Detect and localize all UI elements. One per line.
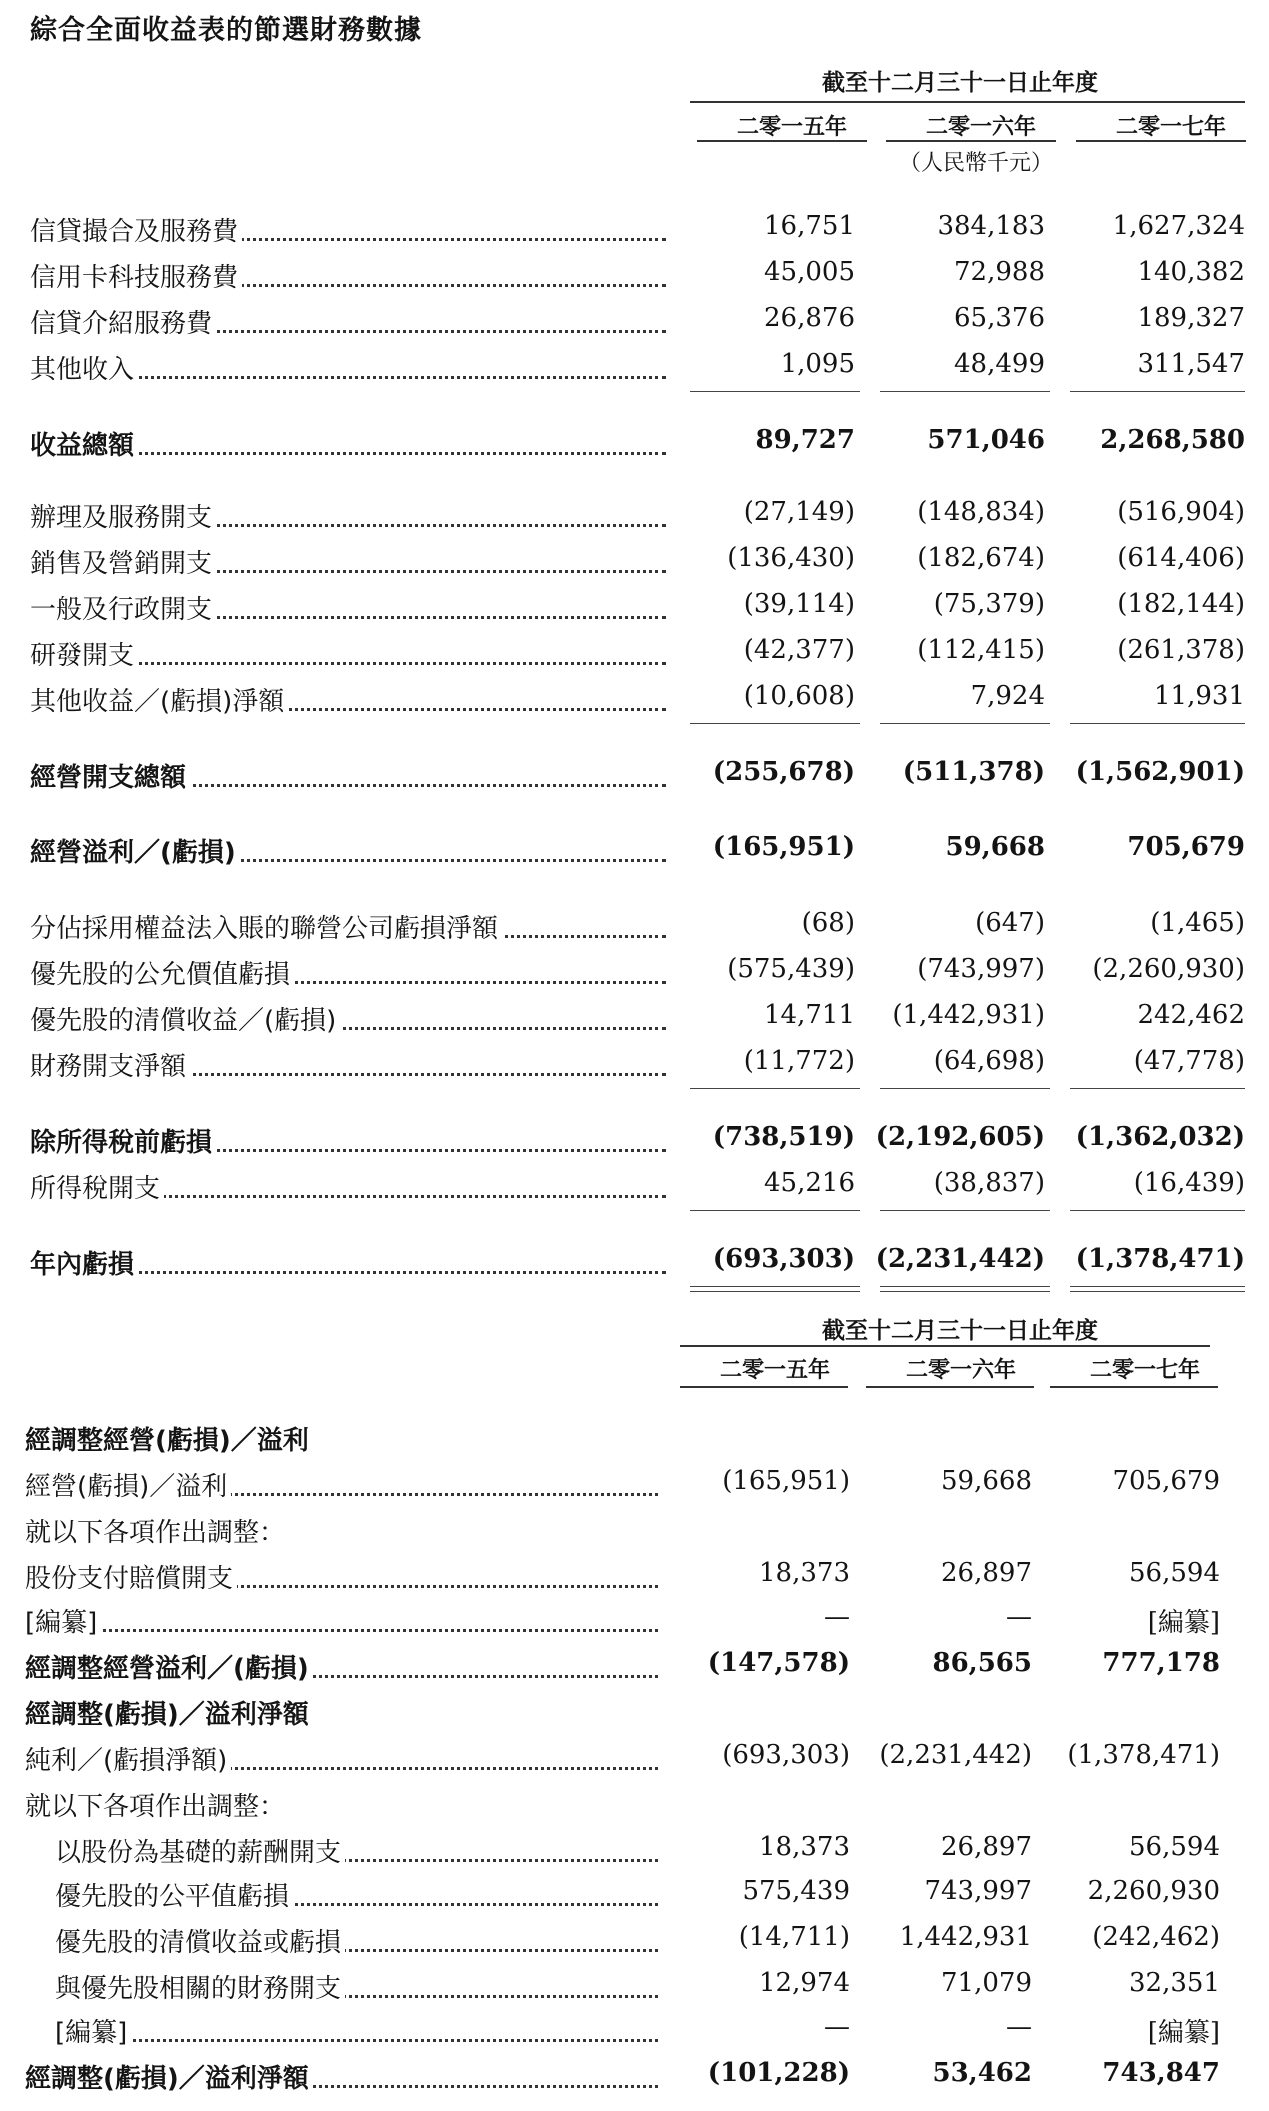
table2-cell-2017: 2,260,930 <box>1087 1876 1220 1906</box>
table1-cell-2017: 140,382 <box>1137 257 1245 287</box>
table1-cell-2017: 1,627,324 <box>1112 211 1245 241</box>
table1-cell-2015: (27,149) <box>743 497 855 527</box>
table2-row-label-text: 股份支付賠償開支 <box>25 1564 237 1594</box>
table1-row-label-text: 財務開支淨額 <box>30 1052 190 1082</box>
table2-cell-2017: 777,178 <box>1102 1648 1220 1678</box>
table1-row <box>0 681 1269 721</box>
table1-row-label <box>30 1244 666 1281</box>
table1-col-2017: 二零一七年 <box>1115 115 1226 140</box>
table2-cell-2015: (147,578) <box>707 1648 850 1678</box>
table1-cell-2017: (1,465) <box>1150 908 1245 938</box>
table1-total-rule <box>880 1291 1050 1292</box>
table2-row-label-text: [編纂] <box>25 1608 101 1638</box>
table1-cell-2015: (136,430) <box>727 543 855 573</box>
table1-row-label-text: 信貸撮合及服務費 <box>30 217 242 247</box>
table2-cell-2016: 26,897 <box>941 1558 1032 1588</box>
table1-cell-2015: 89,727 <box>755 425 855 455</box>
table1-row <box>0 257 1269 297</box>
table1-total-rule <box>690 1286 860 1287</box>
table2-row-label <box>25 2058 658 2095</box>
table2-cell-2017: 56,594 <box>1129 1832 1220 1862</box>
table2-cell-2015: 18,373 <box>759 1832 850 1862</box>
table2-row-label-text: 經調整(虧損)／溢利淨額 <box>25 2064 313 2094</box>
table1-cell-2015: 45,216 <box>764 1168 855 1198</box>
table1-row-label-text: 收益總額 <box>30 431 138 461</box>
table1-row-label <box>30 257 666 294</box>
table2-cell-2015: — <box>824 2012 850 2042</box>
table1-row-label <box>30 425 666 462</box>
table1-cell-2017: 2,268,580 <box>1100 425 1245 455</box>
table2-row-label <box>25 1740 658 1777</box>
table1-row-label-text: 所得稅開支 <box>30 1174 164 1204</box>
table1-total-rule <box>1070 391 1245 392</box>
table1-total-rule <box>880 1286 1050 1287</box>
table1-row <box>0 954 1269 994</box>
table1-row-label <box>30 211 666 248</box>
table2-row-label <box>55 1922 658 1959</box>
table1-row <box>0 832 1269 872</box>
table1-total-rule <box>690 723 860 724</box>
table1-total-rule <box>880 1210 1050 1211</box>
table1-row-label-text: 銷售及營銷開支 <box>30 549 216 579</box>
table1-cell-2017: (16,439) <box>1133 1168 1245 1198</box>
table2-row <box>0 1694 1269 1734</box>
table2-row-label <box>25 1420 658 1457</box>
table1-row <box>0 908 1269 948</box>
table1-row <box>0 1244 1269 1284</box>
table1-row <box>0 589 1269 629</box>
table1-row-label <box>30 757 666 794</box>
table1-row-label-text: 優先股的公允價值虧損 <box>30 960 294 990</box>
table2-cell-2017: 743,847 <box>1102 2058 1220 2088</box>
table2-row-label-text: 優先股的清償收益或虧損 <box>55 1928 345 1958</box>
table2-cell-2017: [編纂] <box>1147 1608 1220 1638</box>
table1-cell-2016: 48,499 <box>954 349 1045 379</box>
table2-row-label <box>55 1832 658 1869</box>
table1-row-label <box>30 497 666 534</box>
table1-row-label <box>30 832 666 869</box>
table1-cell-2016: (182,674) <box>917 543 1045 573</box>
table2-row <box>0 1558 1269 1598</box>
table1-row-label-text: 除所得稅前虧損 <box>30 1128 216 1158</box>
table1-row-label <box>30 681 666 718</box>
table1-row <box>0 757 1269 797</box>
table2-row-leader-dots <box>25 1629 658 1632</box>
table2-cell-2017: (1,378,471) <box>1067 1740 1220 1770</box>
table2-row-label-text: [編纂] <box>55 2018 131 2048</box>
table1-cell-2017: (2,260,930) <box>1092 954 1245 984</box>
table2-cell-2015: 18,373 <box>759 1558 850 1588</box>
table1-cell-2017: 189,327 <box>1137 303 1245 333</box>
table2-row-label-text: 經調整(虧損)／溢利淨額 <box>25 1700 313 1730</box>
table2-cell-2016: 59,668 <box>941 1466 1032 1496</box>
table2-row-label <box>55 1876 658 1913</box>
table2-cell-2015: (101,228) <box>707 2058 850 2088</box>
table2-row <box>0 1420 1269 1460</box>
table1-cell-2016: (743,997) <box>917 954 1045 984</box>
table1-cell-2016: (1,442,931) <box>892 1000 1045 1030</box>
table2-row <box>0 1786 1269 1826</box>
table1-row <box>0 1000 1269 1040</box>
table2-row <box>0 1832 1269 1872</box>
table2-row-label <box>25 1602 658 1639</box>
table2-cell-2016: 53,462 <box>932 2058 1032 2088</box>
table2-period-header: 截至十二月三十一日止年度 <box>822 1318 1098 1344</box>
table1-row <box>0 1122 1269 1162</box>
table1-total-rule <box>1070 1210 1245 1211</box>
table2-row-label <box>25 1786 658 1823</box>
table1-cell-2016: 384,183 <box>937 211 1045 241</box>
table1-total-rule <box>1070 1291 1245 1292</box>
table1-total-rule <box>880 723 1050 724</box>
table2-row-leader-dots <box>55 2039 658 2042</box>
table2-row <box>0 1876 1269 1916</box>
table2-row-label <box>55 1968 658 2005</box>
table2-cell-2017: 32,351 <box>1129 1968 1220 1998</box>
table1-row-label <box>30 1046 666 1083</box>
table1-row-label-text: 分佔採用權益法入賬的聯營公司虧損淨額 <box>30 914 502 944</box>
table1-row-label-text: 其他收益／(虧損)淨額 <box>30 687 288 717</box>
table2-row-label-text: 與優先股相關的財務開支 <box>55 1974 345 2004</box>
table1-row <box>0 1046 1269 1086</box>
table1-cell-2016: 571,046 <box>927 425 1045 455</box>
table2-row-label-text: 經營(虧損)／溢利 <box>25 1472 231 1502</box>
table2-cell-2016: 71,079 <box>941 1968 1032 1998</box>
table1-row-label-text: 經營開支總額 <box>30 763 190 793</box>
table1-row-label <box>30 543 666 580</box>
table1-total-rule <box>880 1088 1050 1089</box>
table1-cell-2015: 1,095 <box>780 349 855 379</box>
table2-cell-2015: 12,974 <box>759 1968 850 1998</box>
table1-cell-2016: (64,698) <box>933 1046 1045 1076</box>
table1-total-rule <box>1070 1286 1245 1287</box>
table2-cell-2015: 575,439 <box>742 1876 850 1906</box>
table1-row-label <box>30 1000 666 1037</box>
table1-row <box>0 543 1269 583</box>
table2-col-rule-2017 <box>1050 1386 1218 1388</box>
table1-period-rule <box>690 101 1245 103</box>
table1-cell-2015: (738,519) <box>712 1122 855 1152</box>
table1-row-label-text: 經營溢利／(虧損) <box>30 838 240 868</box>
table1-row-label <box>30 635 666 672</box>
table1-cell-2015: (42,377) <box>743 635 855 665</box>
table2-cell-2016: 86,565 <box>932 1648 1032 1678</box>
table1-col-rule-2016 <box>886 140 1056 142</box>
table2-cell-2017: [編纂] <box>1147 2018 1220 2048</box>
table1-cell-2017: (182,144) <box>1117 589 1245 619</box>
table2-cell-2017: 705,679 <box>1112 1466 1220 1496</box>
table2-col-2017: 二零一七年 <box>1089 1358 1200 1383</box>
table1-cell-2017: 242,462 <box>1137 1000 1245 1030</box>
table2-row-label <box>25 1558 658 1595</box>
table1-cell-2016: (75,379) <box>933 589 1045 619</box>
table2-cell-2015: (693,303) <box>722 1740 850 1770</box>
table1-col-rule-2015 <box>697 140 867 142</box>
table1-col-2016: 二零一六年 <box>925 115 1036 140</box>
table1-cell-2016: (2,192,605) <box>875 1122 1045 1152</box>
table2-row <box>0 1648 1269 1688</box>
table1-row <box>0 1168 1269 1208</box>
table2-row-label <box>55 2012 658 2049</box>
table1-cell-2017: (261,378) <box>1117 635 1245 665</box>
table1-row-label-text: 年內虧損 <box>30 1250 138 1280</box>
table1-cell-2017: 311,547 <box>1137 349 1245 379</box>
table2-cell-2015: (14,711) <box>738 1922 850 1952</box>
table2-row-label-text: 經調整經營溢利／(虧損) <box>25 1654 313 1684</box>
table2-cell-2016: — <box>1006 1602 1032 1632</box>
table1-total-rule <box>690 1291 860 1292</box>
table1-row <box>0 211 1269 251</box>
table2-cell-2017: 56,594 <box>1129 1558 1220 1588</box>
table1-cell-2017: (1,378,471) <box>1075 1244 1245 1274</box>
table2-cell-2016: 743,997 <box>924 1876 1032 1906</box>
table1-cell-2016: 59,668 <box>945 832 1045 862</box>
table1-unit: （人民幣千元） <box>898 151 1053 176</box>
table2-cell-2016: 1,442,931 <box>899 1922 1032 1952</box>
table1-row-label-text: 信貸介紹服務費 <box>30 309 216 339</box>
table2-period-rule <box>680 1345 1210 1347</box>
table2-row <box>0 2012 1269 2052</box>
table2-row-label-text: 經調整經營(虧損)／溢利 <box>25 1426 313 1456</box>
table2-row-label <box>25 1466 658 1503</box>
table1-cell-2015: (68) <box>801 908 855 938</box>
table1-cell-2016: 65,376 <box>954 303 1045 333</box>
table1-row <box>0 303 1269 343</box>
table1-row-label <box>30 589 666 626</box>
table1-col-rule-2017 <box>1076 140 1246 142</box>
table1-cell-2015: (11,772) <box>743 1046 855 1076</box>
table2-row-label-text: 就以下各項作出調整： <box>25 1518 289 1548</box>
table2-row <box>0 1740 1269 1780</box>
table1-total-rule <box>690 1088 860 1089</box>
table2-row <box>0 1512 1269 1552</box>
table1-cell-2016: (647) <box>975 908 1045 938</box>
table1-cell-2017: (47,778) <box>1133 1046 1245 1076</box>
table1-row <box>0 497 1269 537</box>
table1-total-rule <box>690 1210 860 1211</box>
table1-cell-2015: 45,005 <box>764 257 855 287</box>
table2-row <box>0 1466 1269 1506</box>
table1-cell-2015: 26,876 <box>764 303 855 333</box>
table1-total-rule <box>880 391 1050 392</box>
table2-row-label-text: 就以下各項作出調整： <box>25 1792 289 1822</box>
table1-cell-2017: (516,904) <box>1117 497 1245 527</box>
table2-row <box>0 1602 1269 1642</box>
table2-cell-2015: (165,951) <box>722 1466 850 1496</box>
table1-cell-2016: 72,988 <box>954 257 1045 287</box>
table1-row-label-text: 研發開支 <box>30 641 138 671</box>
table1-row <box>0 425 1269 465</box>
table2-row-label <box>25 1648 658 1685</box>
table1-cell-2015: 14,711 <box>764 1000 855 1030</box>
table1-cell-2017: 705,679 <box>1127 832 1245 862</box>
table2-cell-2016: (2,231,442) <box>879 1740 1032 1770</box>
table1-row-label-text: 信用卡科技服務費 <box>30 263 242 293</box>
table1-cell-2016: (148,834) <box>917 497 1045 527</box>
table2-row <box>0 2058 1269 2098</box>
table1-row-label-text: 其他收入 <box>30 355 138 385</box>
table1-row-label <box>30 1168 666 1205</box>
table1-cell-2015: (575,439) <box>727 954 855 984</box>
table1-row-label-text: 辦理及服務開支 <box>30 503 216 533</box>
table1-cell-2015: (165,951) <box>712 832 855 862</box>
table1-cell-2017: (1,362,032) <box>1075 1122 1245 1152</box>
page-title: 綜合全面收益表的節選財務數據 <box>30 15 422 46</box>
table1-period-header: 截至十二月三十一日止年度 <box>822 70 1098 96</box>
table1-cell-2015: (255,678) <box>712 757 855 787</box>
table1-cell-2017: (614,406) <box>1117 543 1245 573</box>
table1-cell-2016: (511,378) <box>902 757 1045 787</box>
table1-total-rule <box>1070 1088 1245 1089</box>
table1-row-label-text: 一般及行政開支 <box>30 595 216 625</box>
table2-row-label <box>25 1512 658 1549</box>
table1-row <box>0 635 1269 675</box>
table1-row-label <box>30 954 666 991</box>
table2-row-label-text: 以股份為基礎的薪酬開支 <box>55 1838 345 1868</box>
table1-cell-2017: 11,931 <box>1154 681 1245 711</box>
table1-cell-2016: (2,231,442) <box>875 1244 1045 1274</box>
table2-row <box>0 1968 1269 2008</box>
table1-row-label <box>30 908 666 945</box>
table1-cell-2017: (1,562,901) <box>1075 757 1245 787</box>
table2-col-rule-2016 <box>866 1386 1034 1388</box>
table2-cell-2015: — <box>824 1602 850 1632</box>
table1-row-label <box>30 303 666 340</box>
table2-row-label-text: 純利／(虧損淨額) <box>25 1746 231 1776</box>
table1-cell-2016: 7,924 <box>970 681 1045 711</box>
table1-total-rule <box>1070 723 1245 724</box>
table2-row-label <box>25 1694 658 1731</box>
table1-total-rule <box>690 391 860 392</box>
table2-col-2015: 二零一五年 <box>719 1358 830 1383</box>
table1-cell-2015: (39,114) <box>743 589 855 619</box>
table2-row <box>0 1922 1269 1962</box>
table1-row-label <box>30 349 666 386</box>
table2-cell-2016: 26,897 <box>941 1832 1032 1862</box>
table2-cell-2017: (242,462) <box>1092 1922 1220 1952</box>
table1-cell-2016: (112,415) <box>917 635 1045 665</box>
table1-row <box>0 349 1269 389</box>
table2-cell-2016: — <box>1006 2012 1032 2042</box>
table1-cell-2015: 16,751 <box>764 211 855 241</box>
table1-col-2015: 二零一五年 <box>736 115 847 140</box>
table2-col-2016: 二零一六年 <box>905 1358 1016 1383</box>
table2-col-rule-2015 <box>680 1386 848 1388</box>
table1-cell-2015: (693,303) <box>712 1244 855 1274</box>
table1-cell-2016: (38,837) <box>933 1168 1045 1198</box>
table2-row-label-text: 優先股的公平值虧損 <box>55 1882 293 1912</box>
table1-cell-2015: (10,608) <box>743 681 855 711</box>
table1-row-label <box>30 1122 666 1159</box>
table1-row-label-text: 優先股的清償收益／(虧損) <box>30 1006 340 1036</box>
